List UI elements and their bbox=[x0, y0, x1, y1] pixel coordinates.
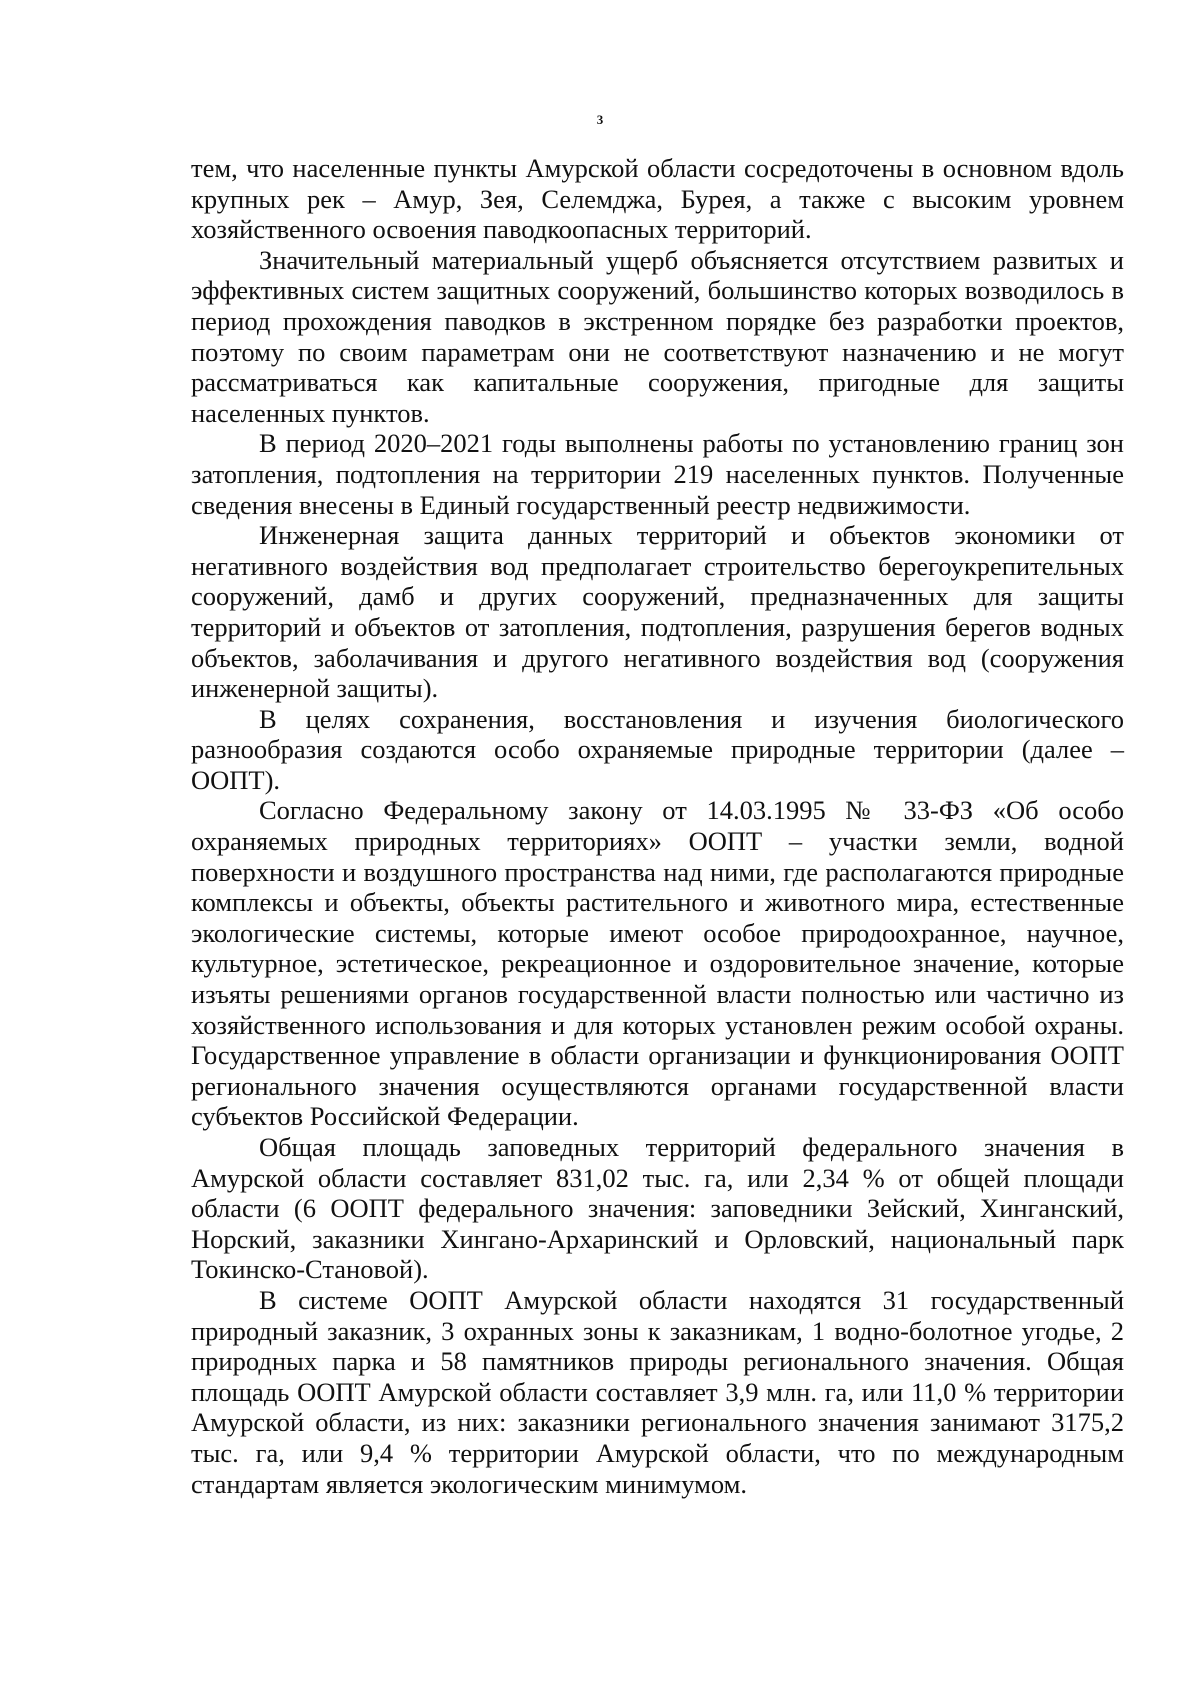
paragraph-flood-zone-boundaries: В период 2020–2021 годы выполнены работы по установлению границ зон затопления, подтопления на территории 219 населенных пунктов. Полученные сведения внесены в Единый государственный реестр недвижимости. bbox=[191, 428, 1124, 520]
paragraph-engineering-protection: Инженерная защита данных территорий и объектов экономики от негативного воздействия вод предполагает строительство берегоукрепительных сооружений, дамб и других сооружений, предназначенных для защиты территорий и объектов от затопления, подтопления, разрушения берегов водных объектов, заболачивания и другого негативного воздействия вод (сооружения инженерной защиты). bbox=[191, 520, 1124, 704]
paragraph-flood-settlements: тем, что населенные пункты Амурской области сосредоточены в основном вдоль крупных рек – Амур, Зея, Селемджа, Бурея, а также с высоким уровнем хозяйственного освоения паводкоопасных территорий. bbox=[191, 153, 1124, 245]
paragraph-regional-system: В системе ООПТ Амурской области находятся 31 государственный природный заказник, 3 охранных зоны к заказникам, 1 водно-болотное угодье, 2 природных парка и 58 памятников природы регионального значения. Общая площадь ООПТ Амурской области составляет 3,9 млн. га, или 11,0 % территории Амурской области, из них: заказники регионального значения занимают 3175,2 тыс. га, или 9,4 % территории Амурской области, что по международным стандартам является экологическим минимумом. bbox=[191, 1284, 1124, 1499]
paragraph-federal-law-definition: Согласно Федеральному закону от 14.03.1995 № 33-ФЗ «Об особо охраняемых природных территориях» ООПТ – участки земли, водной поверхности и воздушного пространства над ними, где располагаются природные комплексы и объекты, объекты растительного и животного мира, естественные экологические системы, которые имеют особое природоохранное, научное, культурное, эстетическое, рекреационное и оздоровительное значение, которые изъяты решениями органов государственной власти полностью или частично из хозяйственного использования и для которых установлен режим особой охраны. Государственное управление в области организации и функционирования ООПТ регионального значения осуществляются органами государственной власти субъектов Российской Федерации. bbox=[191, 795, 1124, 1132]
paragraph-material-damage: Значительный материальный ущерб объясняется отсутствием развитых и эффективных систем защитных сооружений, большинство которых возводилось в период прохождения паводков в экстренном порядке без разработки проектов, поэтому по своим параметрам они не соответствуют назначению и не могут рассматриваться как капитальные сооружения, пригодные для защиты населенных пунктов. bbox=[191, 244, 1124, 428]
document-body bbox=[191, 153, 1124, 1499]
paragraph-federal-reserves-area: Общая площадь заповедных территорий федерального значения в Амурской области составляет 831,02 тыс. га, или 2,34 % от общей площади области (6 ООПТ федерального значения: заповедники Зейский, Хинганский, Норский, заказники Хингано-Архаринский и Орловский, национальный парк Токинско-Становой). bbox=[191, 1132, 1124, 1285]
page-number: 3 bbox=[596, 112, 604, 127]
paragraph-protected-areas-purpose: В целях сохранения, восстановления и изучения биологического разнообразия создаются особо охраняемые природные территории (далее – ООПТ). bbox=[191, 703, 1124, 795]
